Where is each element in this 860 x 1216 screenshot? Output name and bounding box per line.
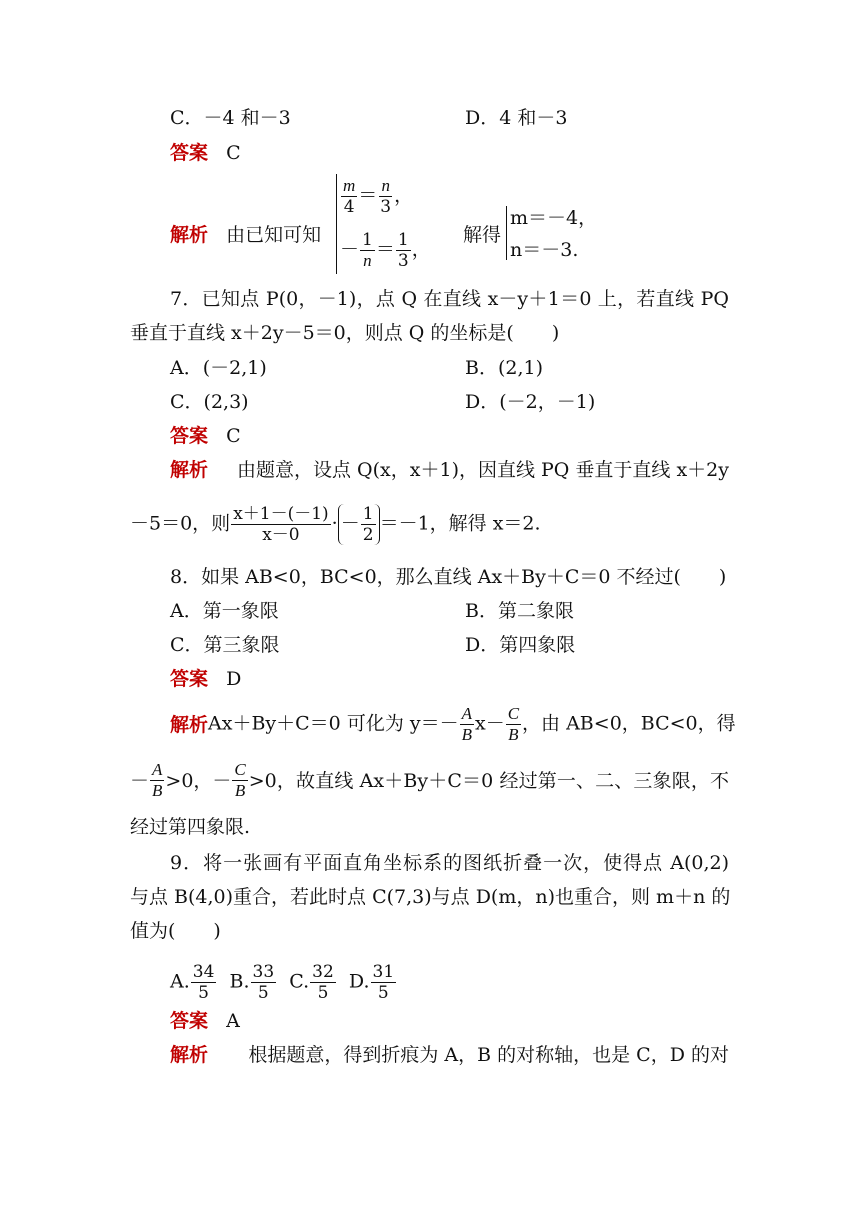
q7-choice-d: D．(－2，－1) xyxy=(465,391,596,413)
answer-value: D xyxy=(226,668,242,690)
q9-choices: A. $\frac{34}{5}$ B. $\frac{33}{5}$ C. $\frac{32}{5}$ D. $\frac{31}{5}$ xyxy=(170,962,395,1003)
fraction: $\frac{x+1-(-1)}{x-0}$ xyxy=(233,504,329,545)
q9-stem-line-3: 值为( ) xyxy=(130,920,221,942)
fraction: $\frac{31}{5}$ xyxy=(372,962,395,1003)
q7-answer-line xyxy=(170,424,241,448)
q7-stem-line-2: 垂直于直线 x＋2y－5＝0，则点 Q 的坐标是( ) xyxy=(130,322,560,344)
answer-tag: 答案 xyxy=(170,668,209,690)
analysis-text: 由已知可知 xyxy=(226,224,322,246)
q7-choice-b: B．(2,1) xyxy=(465,357,544,379)
q8-choice-b: B．第二象限 xyxy=(465,600,574,622)
analysis-text: Ax＋By＋C＝0 可化为 y＝－ $\frac{A}{B}$ x－ $\frac{C}{B}$ ，由 AB<0，BC<0，得 xyxy=(208,704,736,744)
solution-line-2: n＝－3. xyxy=(510,239,579,261)
fraction: $\frac{m}{4}$ xyxy=(343,176,356,217)
analysis-text: 由题意，设点 Q(x，x＋1)，因直线 PQ 垂直于直线 x＋2y xyxy=(237,459,729,481)
solution-brace xyxy=(506,206,507,260)
fraction: $\frac{A}{B}$ xyxy=(461,704,472,744)
fraction: $\frac{1}{2}$ xyxy=(362,504,374,545)
q9-stem-line-1: 9．将一张画有平面直角坐标系的图纸折叠一次，使得点 A(0,2) xyxy=(170,852,729,874)
fraction: $\frac{n}{3}$ xyxy=(380,176,392,217)
fraction: $\frac{33}{5}$ xyxy=(252,962,275,1003)
answer-tag: 答案 xyxy=(170,142,209,164)
q8-choice-d: D．第四象限 xyxy=(465,634,576,656)
q8-choice-a: A．第一象限 xyxy=(170,600,279,622)
fraction: $\frac{1}{n}$ xyxy=(362,230,373,270)
analysis-tag: 解析 xyxy=(170,459,209,481)
answer-value: C xyxy=(226,425,241,447)
analysis-tag: 解析 xyxy=(170,1044,209,1066)
q6-answer-line xyxy=(170,141,241,165)
q8-analysis-line-3: 经过第四象限. xyxy=(130,816,251,838)
q8-choice-c: C．第三象限 xyxy=(170,634,280,656)
fraction: $\frac{A}{B}$ xyxy=(152,760,163,800)
fraction: $\frac{C}{B}$ xyxy=(234,760,246,800)
fraction: $\frac{1}{3}$ xyxy=(397,230,409,271)
solve-label: 解得 xyxy=(463,224,502,246)
system-line-1: $\frac{m}{4}$ ＝ $\frac{n}{3}$ ， xyxy=(343,176,414,217)
q9-stem-line-2: 与点 B(4,0)重合，若此时点 C(7,3)与点 D(m，n)也重合，则 m＋n 的 xyxy=(130,886,731,908)
analysis-tag: 解析 xyxy=(170,713,209,736)
solution-line-1: m＝－4， xyxy=(510,207,598,229)
q8-answer-line xyxy=(170,667,241,691)
answer-tag: 答案 xyxy=(170,425,209,447)
q8-analysis-line-2: － $\frac{A}{B}$ >0，－ $\frac{C}{B}$ >0，故直线 Ax＋By＋C＝0 经过第一、二、三象限，不 xyxy=(130,760,729,800)
q6-analysis-intro xyxy=(170,223,321,247)
q8-stem: 8．如果 AB<0，BC<0，那么直线 Ax＋By＋C＝0 不经过( ) xyxy=(170,566,727,588)
q7-choice-a: A．(－2,1) xyxy=(170,357,267,379)
fraction: $\frac{32}{5}$ xyxy=(312,962,334,1003)
system-brace xyxy=(336,174,337,274)
q7-analysis-line-1 xyxy=(170,458,729,482)
q7-stem-line-1: 7．已知点 P(0，－1)，点 Q 在直线 x－y＋1＝0 上，若直线 PQ xyxy=(170,288,729,310)
fraction: $\frac{34}{5}$ xyxy=(192,962,215,1003)
q8-analysis-line-1 xyxy=(170,704,736,745)
answer-tag: 答案 xyxy=(170,1010,209,1032)
q7-analysis-line-2: －5＝0，则 $\frac{x+1-(-1)}{x-0}$ · － $\frac{1}{2}$ ＝－1，解得 x＝2. xyxy=(130,504,541,545)
q6-choice-c: C．－4 和－3 xyxy=(170,107,291,129)
paren-group: － $\frac{1}{2}$ xyxy=(338,504,380,545)
answer-value: C xyxy=(226,142,241,164)
q6-choice-d: D．4 和－3 xyxy=(465,107,568,129)
analysis-tag: 解析 xyxy=(170,224,209,246)
q9-analysis-line-1 xyxy=(170,1043,729,1067)
fraction: $\frac{C}{B}$ xyxy=(507,704,520,744)
q7-choice-c: C．(2,3) xyxy=(170,391,249,413)
q9-answer-line xyxy=(170,1009,240,1033)
answer-value: A xyxy=(226,1010,240,1032)
system-line-2: － $\frac{1}{n}$ ＝ $\frac{1}{3}$ ， xyxy=(340,230,431,271)
analysis-text: 根据题意，得到折痕为 A，B 的对称轴，也是 C，D 的对 xyxy=(248,1044,729,1066)
